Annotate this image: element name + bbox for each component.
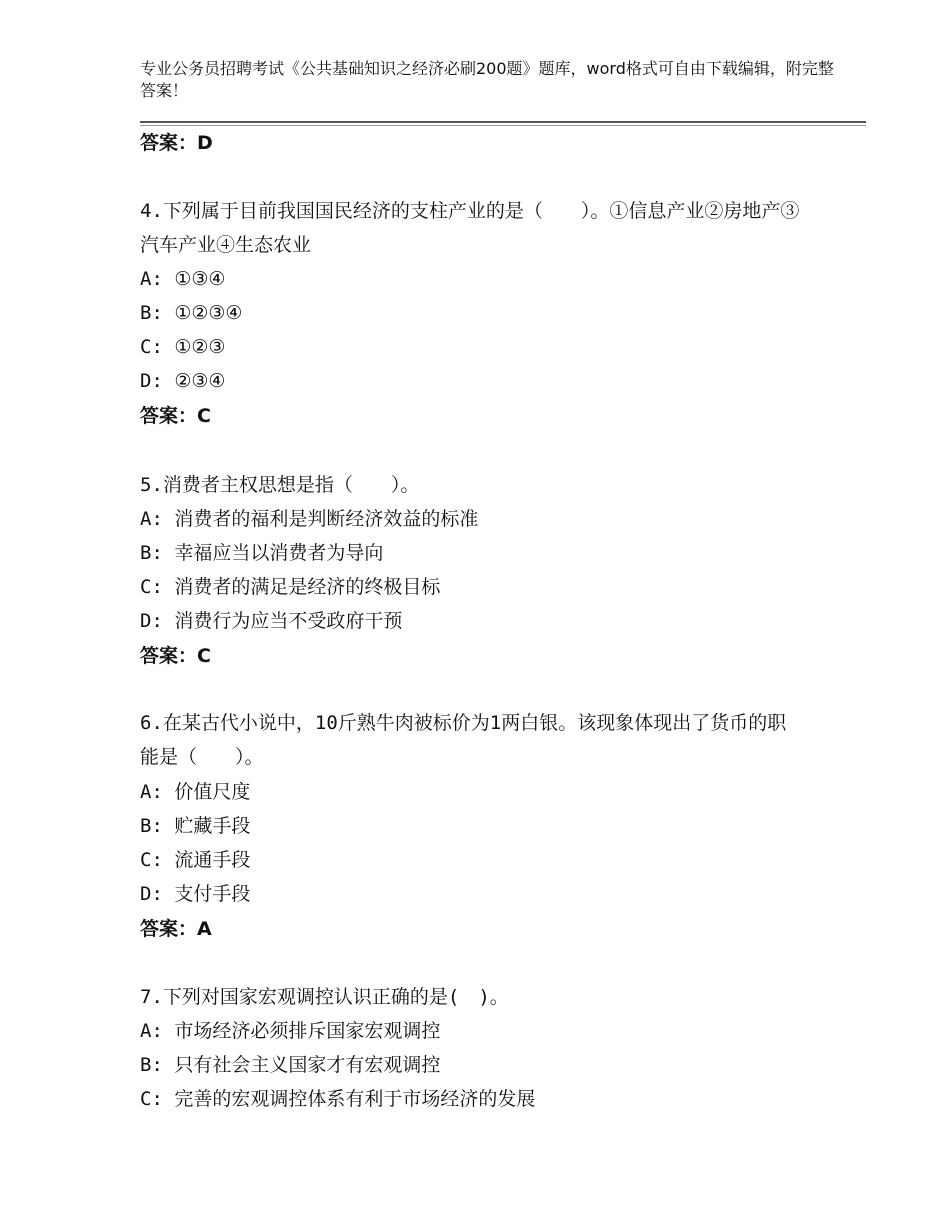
question-stem: 6.在某古代小说中，10斤熟牛肉被标价为1两白银。该现象体现出了货币的职能是（ ）。 bbox=[140, 712, 787, 768]
option-b: B: 只有社会主义国家才有宏观调控 bbox=[140, 1054, 441, 1076]
question-stem: 4.下列属于目前我国国民经济的支柱产业的是（ ）。①信息产业②房地产③汽车产业④生态农业 bbox=[140, 200, 800, 256]
option-b: B: ①②③④ bbox=[140, 302, 243, 324]
option-c: C: 完善的宏观调控体系有利于市场经济的发展 bbox=[140, 1088, 536, 1110]
question-stem: 5.消费者主权思想是指（ ）。 bbox=[140, 474, 420, 496]
option-c: C: 流通手段 bbox=[140, 849, 251, 871]
answer-line: 答案：A bbox=[140, 918, 212, 940]
option-d: D: 支付手段 bbox=[140, 883, 251, 905]
header-rule bbox=[140, 121, 866, 123]
answer-line: 答案：C bbox=[140, 645, 211, 667]
header-rule-thin bbox=[140, 125, 866, 126]
option-a: A: 消费者的福利是判断经济效益的标准 bbox=[140, 508, 479, 530]
option-a: A: ①③④ bbox=[140, 268, 226, 290]
option-a: A: 价值尺度 bbox=[140, 781, 251, 803]
option-b: B: 贮藏手段 bbox=[140, 815, 251, 837]
option-d: D: 消费行为应当不受政府干预 bbox=[140, 610, 403, 632]
question-stem: 7.下列对国家宏观调控认识正确的是( )。 bbox=[140, 986, 509, 1008]
option-c: C: ①②③ bbox=[140, 336, 226, 358]
option-d: D: ②③④ bbox=[140, 370, 226, 392]
answer-line: 答案：C bbox=[140, 405, 211, 427]
answer-line: 答案：D bbox=[140, 132, 213, 154]
header-note: 专业公务员招聘考试《公共基础知识之经济必刷200题》题库，word格式可自由下载编辑，附完整答案！ bbox=[140, 59, 834, 100]
option-c: C: 消费者的满足是经济的终极目标 bbox=[140, 576, 441, 598]
option-b: B: 幸福应当以消费者为导向 bbox=[140, 542, 384, 564]
option-a: A: 市场经济必须排斥国家宏观调控 bbox=[140, 1020, 441, 1042]
